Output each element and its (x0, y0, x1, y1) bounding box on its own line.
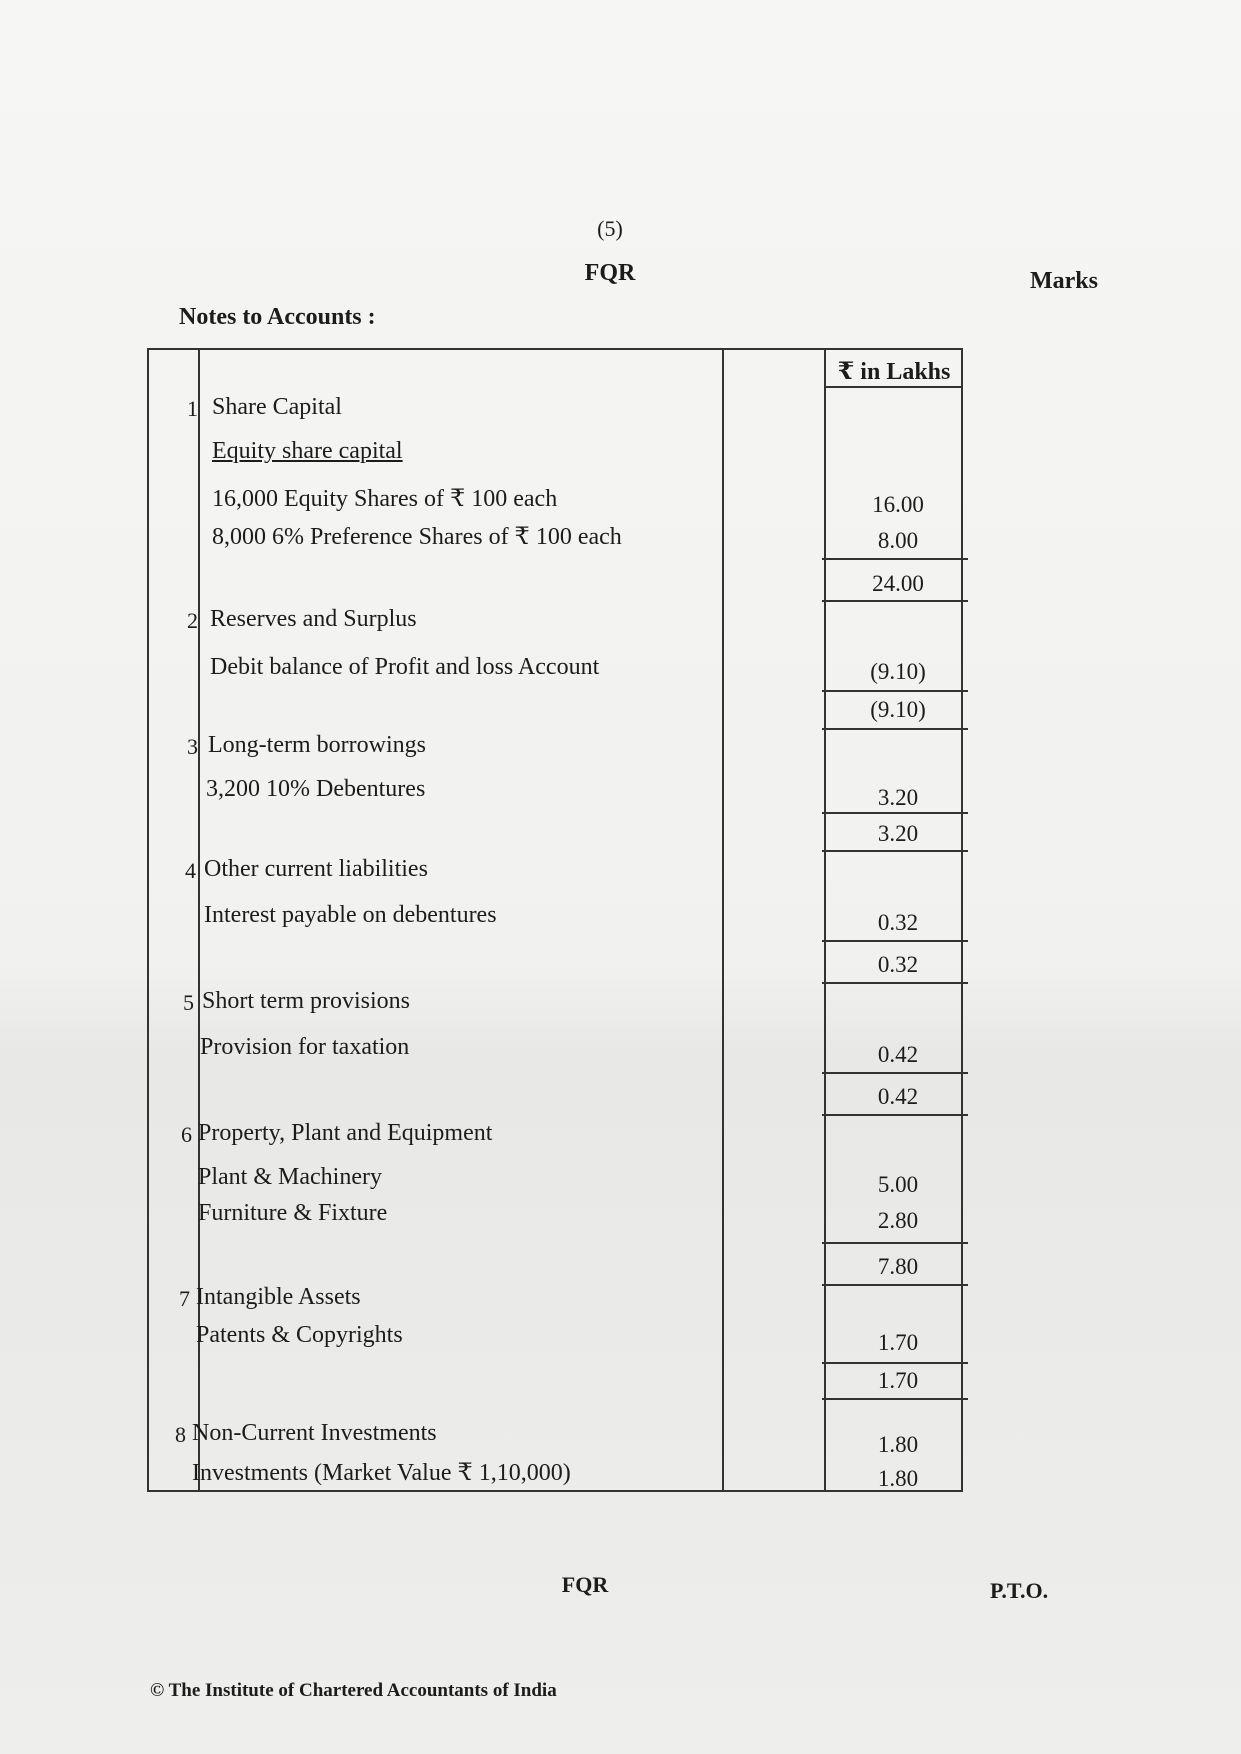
total-rule (822, 728, 968, 730)
total-rule (822, 850, 968, 852)
series-code-bottom: FQR (561, 1572, 609, 1597)
note-line-text: Provision for taxation (200, 1034, 410, 1060)
header-rule (824, 386, 963, 388)
note-heading: Non-Current Investments (192, 1420, 437, 1446)
note-line-amount: (9.10) (870, 659, 926, 684)
note-line-amount: 1.70 (877, 1330, 919, 1355)
note-number: 5 (183, 990, 194, 1015)
note-number: 2 (187, 608, 198, 633)
total-rule (822, 600, 968, 602)
note-total: 0.32 (877, 952, 919, 977)
subtotal-rule (822, 812, 968, 814)
note-heading: Intangible Assets (196, 1284, 361, 1310)
note-number: 6 (181, 1122, 192, 1147)
pto-label: P.T.O. (990, 1578, 1049, 1603)
note-total: 0.42 (877, 1084, 919, 1109)
amount-column-divider (824, 348, 826, 1492)
note-heading: Short term provisions (202, 988, 410, 1014)
note-line-text: Debit balance of Profit and loss Account (210, 654, 600, 680)
note-total: 24.00 (872, 571, 924, 596)
note-line-text: 3,200 10% Debentures (206, 776, 426, 802)
note-line-text: Furniture & Fixture (198, 1200, 388, 1226)
note-heading: Other current liabilities (204, 856, 428, 882)
note-total: 1.70 (877, 1368, 919, 1393)
subtotal-rule (822, 558, 968, 560)
note-line-amount: 1.80 (877, 1432, 919, 1457)
note-heading: Share Capital (212, 394, 342, 420)
total-rule (822, 1284, 968, 1286)
section-title: Notes to Accounts : (179, 304, 376, 330)
note-number: 3 (187, 734, 198, 759)
marks-label: Marks (1030, 268, 1098, 294)
subtotal-rule (822, 690, 968, 692)
note-line-amount: 0.32 (877, 910, 919, 935)
note-total: (9.10) (870, 697, 926, 722)
note-heading: Property, Plant and Equipment (198, 1120, 493, 1146)
note-line-amount: 16.00 (872, 492, 924, 517)
note-number: 7 (179, 1286, 190, 1311)
note-line-amount: 2.80 (877, 1208, 919, 1233)
note-total: 3.20 (877, 821, 919, 846)
subtotal-rule (822, 1242, 968, 1244)
note-heading: Reserves and Surplus (210, 606, 417, 632)
subtotal-rule (822, 1362, 968, 1364)
note-total: 7.80 (877, 1254, 919, 1279)
total-rule (822, 982, 968, 984)
note-line-text: Patents & Copyrights (196, 1322, 403, 1348)
copyright-notice: © The Institute of Chartered Accountants of India (150, 1680, 557, 1701)
note-line-amount: 3.20 (877, 785, 919, 810)
note-line-text: Plant & Machinery (198, 1164, 382, 1190)
series-code-top: FQR (584, 260, 636, 286)
note-number: 4 (185, 858, 196, 883)
note-line-text: Investments (Market Value ₹ 1,10,000) (192, 1460, 571, 1486)
note-heading: Long-term borrowings (208, 732, 426, 758)
note-subheading: Equity share capital (212, 438, 403, 464)
subtotal-rule (822, 940, 968, 942)
note-number: 1 (187, 396, 198, 421)
note-line-text: 16,000 Equity Shares of ₹ 100 each (212, 486, 558, 512)
particulars-column-divider (722, 348, 724, 1492)
page-number: (5) (597, 216, 623, 241)
note-total: 1.80 (877, 1466, 919, 1491)
total-rule (822, 1114, 968, 1116)
note-number: 8 (175, 1422, 186, 1447)
total-rule (822, 1398, 968, 1400)
note-line-amount: 8.00 (877, 528, 919, 553)
amount-column-header: ₹ in Lakhs (837, 359, 951, 385)
note-line-text: Interest payable on debentures (204, 902, 497, 928)
number-column-divider (198, 348, 200, 1492)
note-line-text: 8,000 6% Preference Shares of ₹ 100 each (212, 524, 622, 550)
note-line-amount: 5.00 (877, 1172, 919, 1197)
subtotal-rule (822, 1072, 968, 1074)
note-line-amount: 0.42 (877, 1042, 919, 1067)
